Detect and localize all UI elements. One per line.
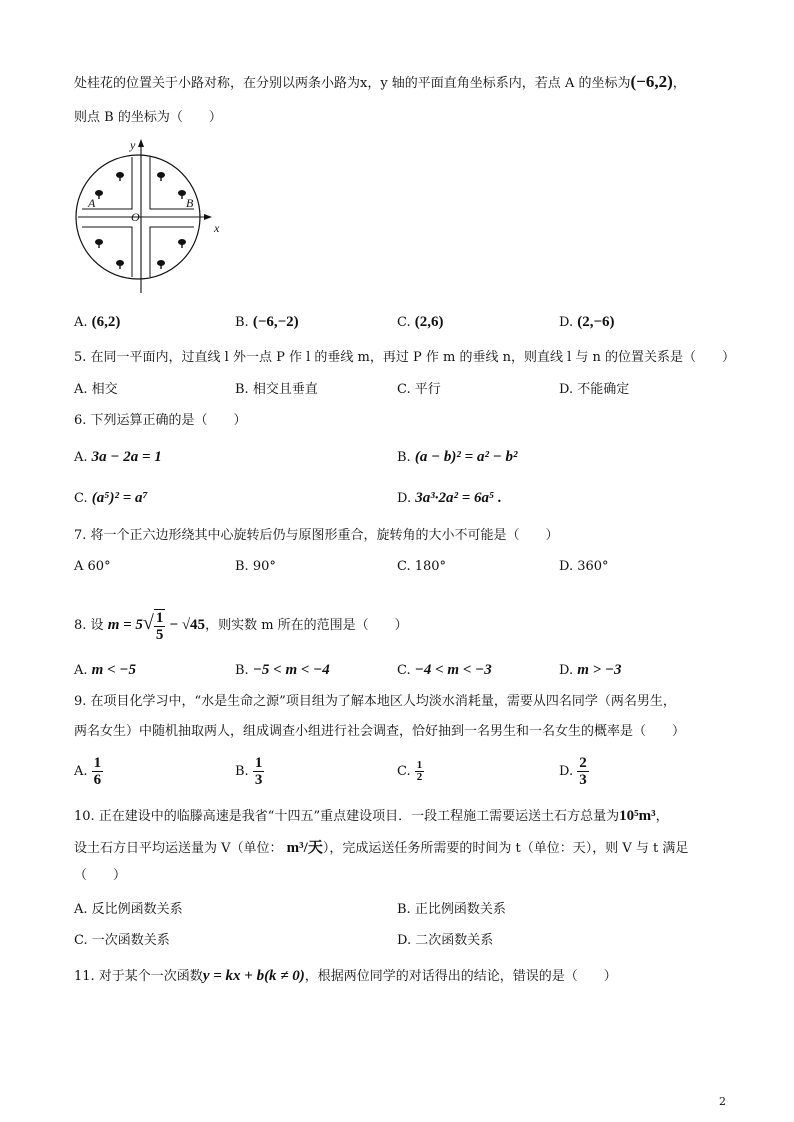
tree-icon <box>178 239 186 248</box>
q5-option-b[interactable]: B. 相交且垂直 <box>235 382 318 397</box>
q5-option-c[interactable]: C. 平行 <box>397 382 441 397</box>
q6-option-c[interactable]: C. (a⁵)² = a⁷ <box>74 490 148 506</box>
q6-option-b[interactable]: B. (a − b)² = a² − b² <box>397 449 518 465</box>
q10-line3: （ ） <box>74 868 127 883</box>
q5-option-a[interactable]: A. 相交 <box>74 382 118 397</box>
q10-line2: 设土石方日平均运送量为 V（单位： m³/天），完成运送任务所需要的时间为 t（单位：天），则 V 与 t 满足 <box>74 840 689 856</box>
q9-line1: 9. 在项目化学习中，“水是生命之源”项目组为了解本地区人均淡水消耗量，需要从四名同学（两名男生， <box>74 694 676 709</box>
q8-text: 8. 设 m = 5√ $\frac{1}{5}$ − √45，则实数 m 所在的范围是（ ） <box>74 609 408 643</box>
q8-option-a[interactable]: A. m < −5 <box>74 662 136 678</box>
q10-option-d[interactable]: D. 二次函数关系 <box>397 933 494 948</box>
tree-icon <box>95 239 103 248</box>
q8-option-d[interactable]: D. m > −3 <box>559 662 622 678</box>
tree-icon <box>116 172 124 181</box>
q8-sqrt45: − √45 <box>169 617 206 633</box>
q10-option-b[interactable]: B. 正比例函数关系 <box>397 902 506 917</box>
label-b: B <box>186 196 194 210</box>
label-y: y <box>130 138 136 152</box>
q6-text: 6. 下列运算正确的是（ ） <box>74 413 247 428</box>
q11-func: y = kx + b(k ≠ 0) <box>202 968 305 984</box>
point-a-coord: (−6,2) <box>630 72 673 91</box>
q7-option-d[interactable]: D. 360° <box>559 559 609 574</box>
q4-line2: 则点 B 的坐标为（ ） <box>74 110 222 125</box>
q9-option-b[interactable]: B. $\frac{1}{3}$ <box>235 755 263 788</box>
q10-amount: 10⁵m³ <box>619 808 656 824</box>
q8-fraction: $\frac{1}{5}$ <box>155 609 164 643</box>
q8-option-b[interactable]: B. −5 < m < −4 <box>235 662 330 678</box>
q11-text: 11. 对于某个一次函数y = kx + b(k ≠ 0)，根据两位同学的对话得出的结论，错误的是（ ） <box>74 968 617 984</box>
tree-icon <box>178 190 186 199</box>
q10-line1: 10. 正在建设中的临滕高速是我省“十四五”重点建设项目．一段工程施工需要运送土石方总量为10⁵m³， <box>74 808 669 824</box>
q4-option-d[interactable]: D. (2,−6) <box>559 314 615 330</box>
q7-option-b[interactable]: B. 90° <box>235 559 276 574</box>
q5-text: 5. 在同一平面内，过直线 l 外一点 P 作 l 的垂线 m，再过 P 作 m 的垂线 n，则直线 l 与 n 的位置关系是（ ） <box>74 350 736 365</box>
q7-option-c[interactable]: C. 180° <box>397 559 447 574</box>
tree-icon <box>157 172 165 181</box>
tree-icon <box>116 260 124 269</box>
path-edge-bl <box>82 227 132 277</box>
label-x: x <box>214 221 220 235</box>
q4-option-b[interactable]: B. (−6,−2) <box>235 314 299 330</box>
q5-option-d[interactable]: D. 不能确定 <box>559 382 630 397</box>
tree-icon <box>157 260 165 269</box>
q4-option-c[interactable]: C. (2,6) <box>397 314 444 330</box>
q9-option-a[interactable]: A. $\frac{1}{6}$ <box>74 755 102 788</box>
q7-text: 7. 将一个正六边形绕其中心旋转后仍与原图形重合，旋转角的大小不可能是（ ） <box>74 528 559 543</box>
park-figure <box>74 135 234 295</box>
q4-line1: 处桂花的位置关于小路对称，在分别以两条小路为x，y 轴的平面直角坐标系内，若点 A 的坐标为(−6,2)， <box>74 72 686 91</box>
q6-option-a[interactable]: A. 3a − 2a = 1 <box>74 449 162 465</box>
q8-m-eq: m = 5 <box>107 617 143 633</box>
page-number: 2 <box>719 1095 726 1108</box>
q10-option-c[interactable]: C. 一次函数关系 <box>74 933 170 948</box>
q10-unit: m³/天 <box>286 840 323 856</box>
q10-option-a[interactable]: A. 反比例函数关系 <box>74 902 183 917</box>
q7-option-a[interactable]: A 60° <box>74 559 111 574</box>
y-axis-arrow <box>138 139 144 147</box>
tree-icon <box>95 190 103 199</box>
q9-line2: 两名女生）中随机抽取两人，组成调查小组进行社会调查，恰好抽到一名男生和一名女生的概率是（ ） <box>74 724 686 739</box>
q8-option-c[interactable]: C. −4 < m < −3 <box>397 662 492 678</box>
label-a: A <box>88 196 96 210</box>
label-o: O <box>131 210 140 224</box>
q6-option-d[interactable]: D. 3a³·2a² = 6a⁵ . <box>397 490 502 506</box>
q4-option-a[interactable]: A. (6,2) <box>74 314 121 330</box>
q9-option-d[interactable]: D. $\frac{2}{3}$ <box>559 755 587 788</box>
q9-option-c[interactable]: C. $\frac{1}{2}$ <box>397 759 423 783</box>
x-axis-arrow <box>204 214 212 220</box>
